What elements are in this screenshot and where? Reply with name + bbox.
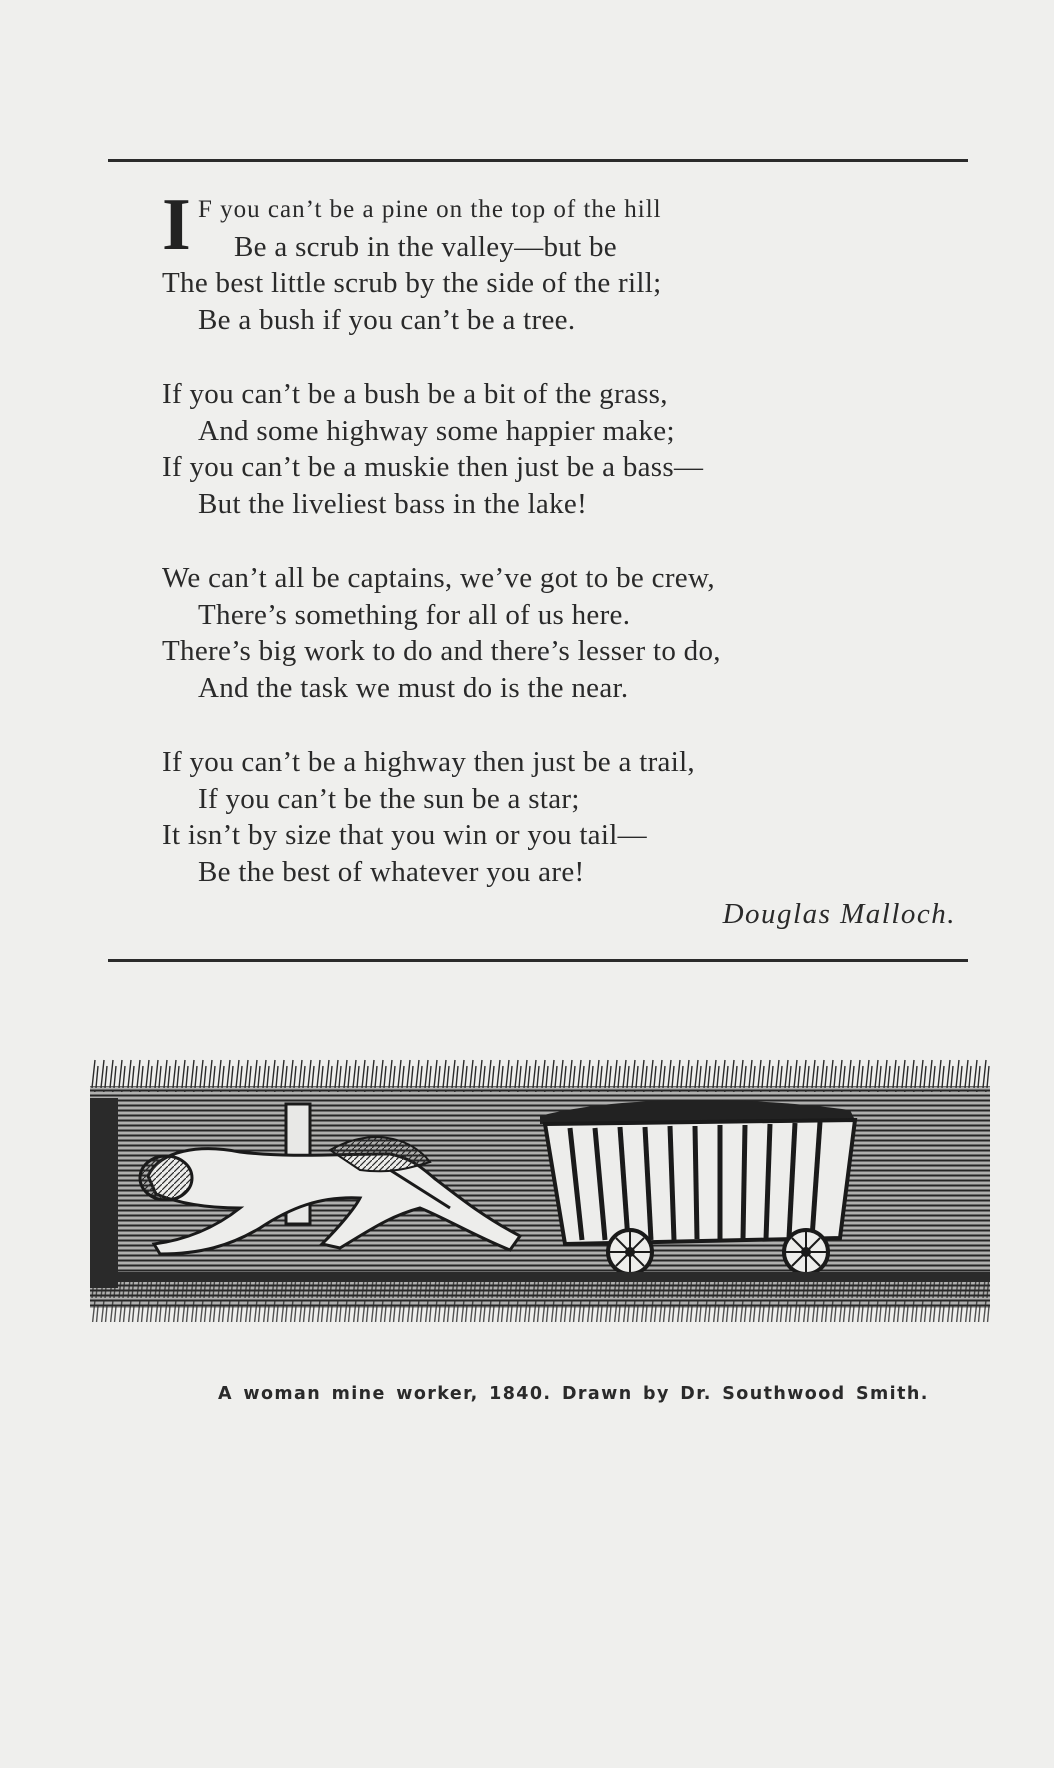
ground-line (90, 1272, 990, 1282)
left-beam (90, 1098, 118, 1288)
poem-line: There’s big work to do and there’s lesser to do, (162, 635, 721, 667)
poem-line (162, 190, 982, 229)
mine-worker-illustration (90, 1058, 990, 1358)
poem-author: Douglas Malloch. (722, 898, 956, 930)
poem-line: The best little scrub by the side of the rill; (162, 267, 662, 299)
bottom-rule (108, 959, 968, 962)
poem-line: If you can’t be a highway then just be a trail, (162, 746, 695, 778)
stanza-4 (162, 744, 982, 890)
illustration-caption: A woman mine worker, 1840. Drawn by Dr. Southwood Smith. (218, 1384, 929, 1404)
top-rule (108, 159, 968, 162)
stanza-3 (162, 560, 982, 706)
poem-line: Be the best of whatever you are! (198, 855, 585, 888)
stanza-2 (162, 376, 982, 522)
poem-line-text: F you can’t be a pine on the top of the hill (198, 196, 662, 223)
poem-line: If you can’t be a muskie then just be a bass— (162, 451, 704, 483)
poem-line: Be a bush if you can’t be a tree. (198, 303, 576, 336)
poem-line: If you can’t be a bush be a bit of the grass, (162, 378, 668, 410)
poem-line: We can’t all be captains, we’ve got to be crew, (162, 562, 715, 594)
ground-texture (90, 1282, 990, 1322)
poem-line: And the task we must do is the near. (198, 671, 629, 704)
poem-line: It isn’t by size that you win or you tail— (162, 819, 647, 851)
poem-line: Be a scrub in the valley—but be (234, 230, 617, 263)
poem-line: There’s something for all of us here. (198, 598, 631, 631)
grass-edge (90, 1058, 990, 1092)
poem (162, 184, 982, 928)
drop-cap: I (162, 184, 192, 266)
stanza-1 (162, 184, 982, 338)
poem-line: But the liveliest bass in the lake! (198, 487, 588, 520)
poem-line: And some highway some happier make; (198, 414, 675, 447)
poem-line: If you can’t be the sun be a star; (198, 782, 580, 815)
